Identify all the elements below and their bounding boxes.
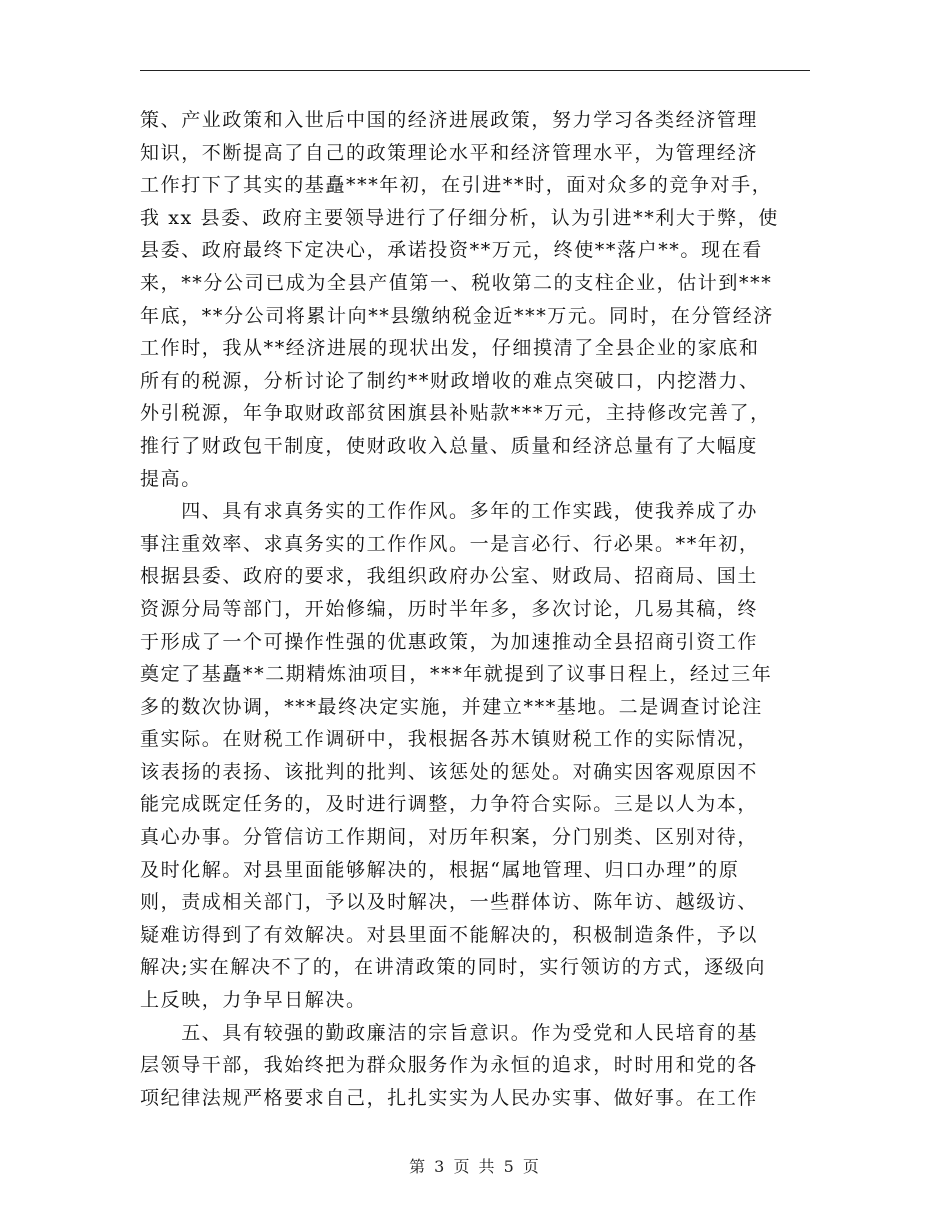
text-line: 真心办事。分管信访工作期间，对历年积案，分门别类、区别对待， [140,826,759,849]
text-line: 知识，不断提高了自己的政策理论水平和经济管理水平，为管理经济 [140,141,759,164]
header-rule [140,70,810,71]
text-line: 年底，**分公司将累计向**县缴纳税金近***万元。同时，在分管经济 [140,304,774,327]
text-line: 资源分局等部门，开始修编，历时半年多，多次讨论，几易其稿，终 [140,597,759,620]
text-line: 策、产业政策和入世后中国的经济进展政策，努力学习各类经济管理 [140,109,759,131]
text-line: 工作打下了其实的基矗***年初，在引进**时，面对众多的竞争对手， [140,174,773,197]
text-line: 则，责成相关部门，予以及时解决，一些群体访、陈年访、越级访、 [140,891,759,914]
text-line: 于形成了一个可操作性强的优惠政策，为加速推动全县招商引资工作 [140,630,759,653]
text-line: 来，**分公司已成为全县产值第一、税收第二的支柱企业，估计到*** [140,271,773,294]
text-line: 上反映，力争早日解决。 [140,989,367,1012]
text-line: 项纪律法规严格要求自己，扎扎实实为人民办实事、做好事。在工作 [140,1086,759,1109]
text-line: 四、具有求真务实的工作作风。多年的工作实践，使我养成了办 [140,500,759,523]
text-line: 及时化解。对县里面能够解决的，根据“属地管理、归口办理”的原 [140,858,740,881]
text-line: 外引税源，年争取财政部贫困旗县补贴款***万元，主持修改完善了， [140,402,771,425]
text-line: 根据县委、政府的要求，我组织政府办公室、财政局、招商局、国土 [140,565,759,588]
text-line: 层领导干部，我始终把为群众服务作为永恒的追求，时时用和党的各 [140,1054,759,1077]
text-line: 县委、政府最终下定决心，承诺投资**万元，终使**落户**。现在看 [140,239,763,262]
text-line: 推行了财政包干制度，使财政收入总量、质量和经济总量有了大幅度 [140,434,759,457]
text-line: 疑难访得到了有效解决。对县里面不能解决的，积极制造条件，予以 [140,923,759,946]
text-line: 多的数次协调，***最终决定实施，并建立***基地。二是调查讨论注 [140,695,763,718]
text-line: 所有的税源，分析讨论了制约**财政增收的难点突破口，内挖潜力、 [140,369,760,392]
text-line: 提高。 [140,467,202,490]
text-line: 该表扬的表扬、该批判的批判、该惩处的惩处。对确实因客观原因不 [140,760,759,783]
text-line: 工作时，我从**经济进展的现状出发，仔细摸清了全县企业的家底和 [140,337,760,360]
text-line: 事注重效率、求真务实的工作作风。一是言必行、行必果。**年初， [140,532,760,555]
text-line: 奠定了基矗**二期精炼油项目，***年就提到了议事日程上，经过三年 [140,663,773,686]
text-line: 重实际。在财税工作调研中，我根据各苏木镇财税工作的实际情况， [140,728,759,751]
page-number-footer: 第 3 页 共 5 页 [409,1157,541,1176]
text-line: 我 xx 县委、政府主要领导进行了仔细分析，认为引进**利大于弊，使 [140,206,779,229]
document-body [140,104,812,1114]
text-line: 能完成既定任务的，及时进行调整，力争符合实际。三是以人为本， [140,793,759,816]
text-line: 解决;实在解决不了的，在讲清政策的同时，实行领访的方式，逐级向 [140,956,767,979]
text-line: 五、具有较强的勤政廉洁的宗旨意识。作为受党和人民培育的基 [140,1021,759,1044]
